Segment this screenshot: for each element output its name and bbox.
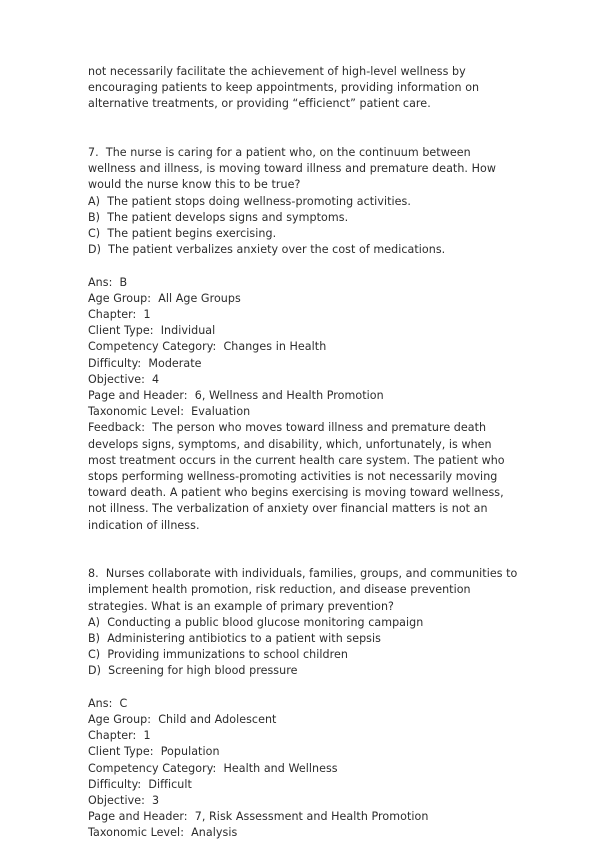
- question-7-metadata: [88, 291, 518, 421]
- document-text-column: [88, 64, 521, 842]
- question-8-option-b[interactable]: B) Administering antibiotics to a patient with sepsis: [88, 632, 381, 646]
- question-7-option-d[interactable]: D) The patient verbalizes anxiety over the cost of medications.: [88, 243, 446, 257]
- question-7-difficulty: Difficulty: Moderate: [88, 356, 202, 370]
- spacer: [88, 534, 518, 566]
- question-8-option-c[interactable]: C) Providing immunizations to school children: [88, 648, 348, 662]
- question-8-option-a[interactable]: A) Conducting a public blood glucose monitoring campaign: [88, 615, 424, 629]
- question-7-option-b[interactable]: B) The patient develops signs and symptoms.: [88, 210, 349, 224]
- question-7-option-c[interactable]: C) The patient begins exercising.: [88, 227, 277, 241]
- question-8-difficulty: Difficulty: Difficult: [88, 777, 192, 791]
- question-7-options: [88, 194, 518, 259]
- question-7-page-and-header: Page and Header: 6, Wellness and Health Promotion: [88, 389, 384, 403]
- question-8-stem: 8. Nurses collaborate with individuals, families, groups, and communities to implement health promotion, risk reduction, and disease prevention strategies. What is an example of primary prevention?: [88, 567, 521, 613]
- question-7-competency-category: Competency Category: Changes in Health: [88, 340, 327, 354]
- question-8-page-and-header: Page and Header: 7, Risk Assessment and Health Promotion: [88, 810, 429, 824]
- question-8-options: [88, 615, 518, 680]
- question-7-answer: Ans: B: [88, 275, 128, 289]
- question-8-answer: Ans: C: [88, 696, 128, 710]
- intro-paragraph: not necessarily facilitate the achievement of high-level wellness by encouraging patients to keep appointments, providing information on alternative treatments, or providing “efficienct” patient care.: [88, 65, 483, 111]
- spacer: [88, 680, 518, 696]
- question-7-taxonomic-level: Taxonomic Level: Evaluation: [88, 405, 251, 419]
- question-7-chapter: Chapter: 1: [88, 308, 151, 322]
- question-8-metadata: [88, 712, 518, 842]
- question-8-chapter: Chapter: 1: [88, 729, 151, 743]
- spacer: [88, 113, 518, 145]
- question-8-competency-category: Competency Category: Health and Wellness: [88, 761, 338, 775]
- question-7-client-type: Client Type: Individual: [88, 324, 216, 338]
- question-8-age-group: Age Group: Child and Adolescent: [88, 713, 277, 727]
- question-8-objective: Objective: 3: [88, 794, 160, 808]
- question-7-feedback: Feedback: The person who moves toward illness and premature death develops signs, symptoms, and disability, which, unfortunately, is when most treatment occurs in the current health care system. The patient who stops performing wellness-promoting activities is not necessarily moving toward death. A patient who begins exercising is moving toward wellness, not illness. The verbalization of anxiety over financial matters is not an indication of illness.: [88, 421, 509, 532]
- question-8-option-d[interactable]: D) Screening for high blood pressure: [88, 664, 298, 678]
- question-7-objective: Objective: 4: [88, 372, 160, 386]
- question-8-client-type: Client Type: Population: [88, 745, 220, 759]
- question-7-option-a[interactable]: A) The patient stops doing wellness-promoting activities.: [88, 194, 411, 208]
- spacer: [88, 258, 518, 274]
- question-8-taxonomic-level: Taxonomic Level: Analysis: [88, 826, 238, 840]
- question-7-stem: 7. The nurse is caring for a patient who, on the continuum between wellness and illness, is moving toward illness and premature death. How would the nurse know this to be true?: [88, 146, 500, 192]
- question-7-age-group: Age Group: All Age Groups: [88, 291, 241, 305]
